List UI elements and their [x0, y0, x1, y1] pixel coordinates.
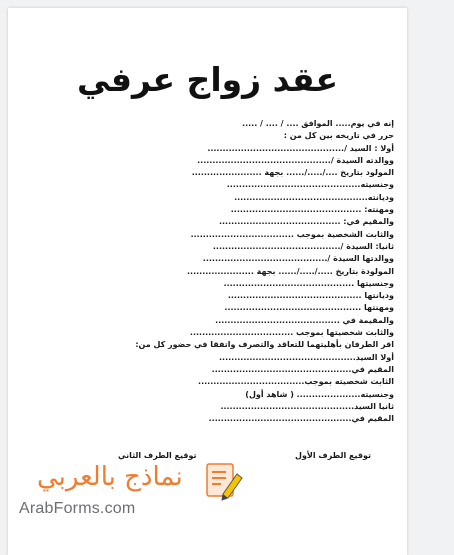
contract-line: ثانيا السيد............................................ — [220, 401, 394, 411]
contract-line: ووالدتها السيدة /......................................... — [202, 254, 394, 264]
watermark — [15, 460, 255, 530]
contract-line: اقر الطرفان بأهليتهما للتعاقد والتصرف واتفقا في حضور كل من: — [135, 340, 394, 350]
contract-line: ومهنتها ............................................. — [224, 303, 394, 313]
contract-title: عقد زواج عرفي — [76, 60, 338, 99]
contract-line: وديانته............................................ — [234, 192, 394, 202]
contract-line: أولا : السيد /............................................. — [207, 143, 394, 153]
contract-line: والثابت الشخصية بموجب .................................. — [190, 229, 394, 239]
contract-body — [126, 118, 394, 425]
contract-line: المولودة بتاريخ ...../...../...... بجهة ...................... — [187, 266, 394, 276]
contract-line: والثابت شخصيتها بموجب .................................. — [189, 328, 394, 338]
contract-line: والمقيم في: ........................................ — [218, 217, 394, 227]
signature-second-party: توقيع الطرف الثاني — [118, 451, 197, 460]
contract-line: إنه في يوم..... الموافق .... / .... / ..... — [242, 119, 394, 128]
contract-line: ومهنته: ........................................... — [230, 205, 394, 215]
watermark-arabic-text: نماذج بالعربي — [37, 462, 183, 492]
watermark-english-text: ArabForms.com — [19, 500, 136, 517]
contract-line: المقيم في............................................... — [208, 414, 394, 424]
contract-line: وديانتها ............................................ — [227, 291, 394, 301]
contract-line: وجنسيتها ........................................... — [223, 278, 394, 288]
contract-line: المقيم في.............................................. — [211, 364, 394, 374]
contract-line: حرر في تاريخه بين كل من : — [283, 131, 394, 141]
contract-line: ووالدته السيدة /............................................ — [197, 155, 394, 165]
contract-line: والمقيمة في ......................................... — [215, 315, 394, 325]
signature-first-party: توقيع الطرف الأول — [295, 451, 371, 460]
contract-line: وجنسيته..................... ( شاهد أول) — [245, 389, 394, 399]
contract-line: أولا السيد............................................. — [219, 352, 394, 362]
contract-line: ثانيا: السيدة /.......................................... — [212, 241, 394, 251]
contract-line: الثابت شخصيته بموجب................................... — [198, 377, 394, 387]
pencil-document-icon — [201, 458, 245, 502]
contract-line: المولود بتاريخ ..../...../...... بجهة ....................... — [191, 168, 394, 178]
contract-line: وجنسيته............................................ — [226, 180, 394, 190]
